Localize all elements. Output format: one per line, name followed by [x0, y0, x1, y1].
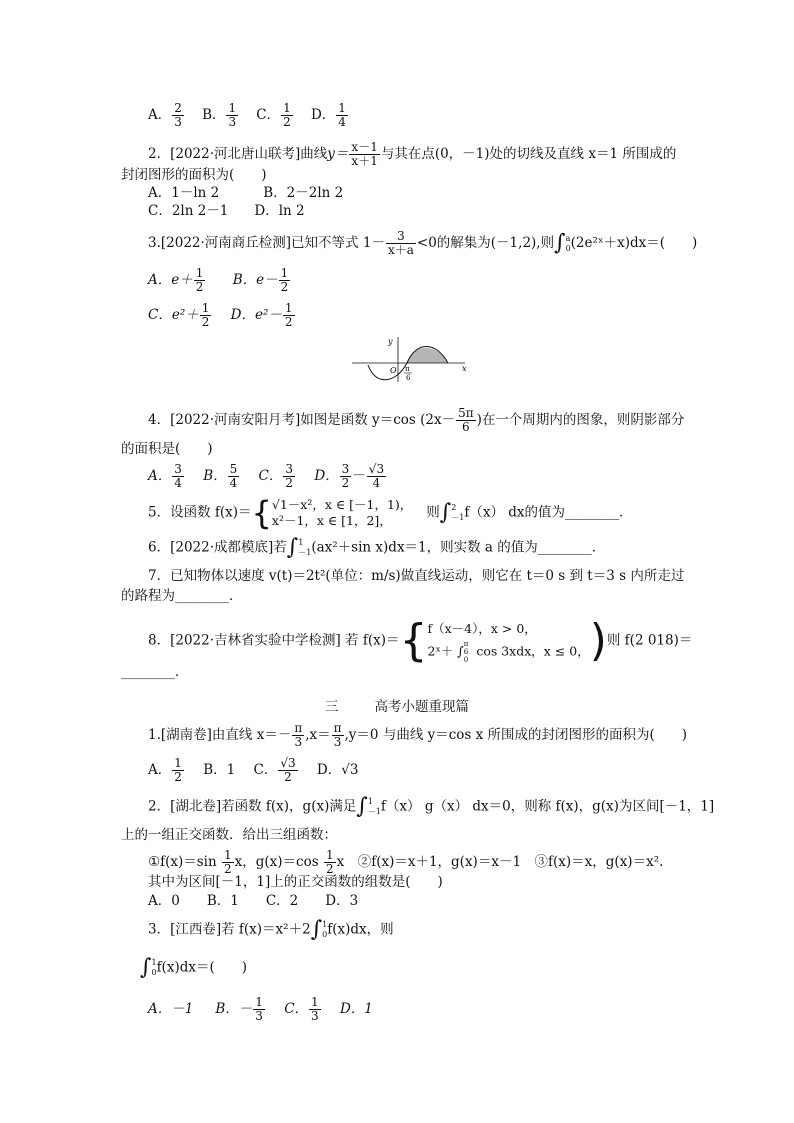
section-number: 三: [325, 699, 339, 715]
r3-stem: 3．[江西卷]若 f(x)＝x²＋2∫ 1 0 f(x)dx，则: [148, 917, 394, 942]
q3-options-row2: C．e²＋ $\frac{1}{2}$ D．e²－ $\frac{1}{2}$: [148, 301, 293, 329]
q8-stem-line2: ________．: [121, 664, 189, 680]
q2-option-c: C．2ln 2－1: [148, 203, 229, 219]
r1-options: A． $\frac{1}{2}$ B．1 C． $\frac{√3}{2}$ D．√3: [148, 756, 359, 784]
q6-stem: 6．[2022·成都模底]若∫ 1 －1 (ax²＋sin x)dx＝1，则实数 a 的值为________．: [148, 535, 606, 560]
q3-option-c: C．e²＋: [148, 307, 199, 323]
integral-sign: ∫: [439, 500, 452, 525]
integral-sign: ∫: [286, 535, 299, 560]
q3-option-b: B．e－: [232, 272, 278, 288]
integral-sign: ∫: [310, 917, 323, 942]
q2-options-row1: [148, 184, 343, 202]
q2-option-a: A．1－ln 2: [148, 185, 220, 201]
q3-option-d: D．e²－: [230, 307, 282, 323]
integral-sign: ∫: [554, 230, 566, 256]
q2-stem-line2: 封闭图形的面积为( ): [121, 167, 267, 183]
integral-sign: ∫: [356, 794, 368, 819]
q2-stem: 2．[2022·河北唐山联考]曲线y＝ $\frac{x-1}{x+1}$ 与其在点(0，－1)处的切线及直线 x＝1 所围成的: [148, 140, 677, 168]
q8-stem: 8．[2022·吉林省实验中学检测] 若 f(x)＝{ f（x－4），x > 0， 2ˣ＋ ∫ π 6 0 cos 3xdx，x ≤ 0， )则 f(2 018)＝: [148, 615, 693, 666]
r2-stem-line4: 其中为区间[－1，1]上的正交函数的组数是( ): [148, 874, 443, 890]
y-axis-label: y: [388, 337, 393, 346]
r3-options: A．－1 B．－ $\frac{1}{3}$ C． $\frac{1}{3}$ D．1: [148, 995, 373, 1023]
q4-options: A． $\frac{3}{4}$ B． $\frac{5}{4}$ C． $\frac{3}{2}$ D． $\frac{3}{2}$ － $\frac{√3}{4}$: [148, 462, 385, 490]
q5-stem: 5．设函数 f(x)＝{ √1－x²，x ∈ [－1，1)， x²－1，x ∈ [1，2]， 则∫ 2 －1 f（x） dx的值为________．: [148, 494, 633, 532]
q7-stem-line2: 的路程为________．: [121, 588, 243, 604]
r2-function-groups: ①f(x)＝sin $\frac{1}{2}$ x，g(x)＝cos $\frac{1}{2}$ x ②f(x)＝x＋1，g(x)＝x－1 ③f(x)＝x，g(x)＝x².: [148, 848, 664, 876]
r2-stem: 2．[湖北卷]若函数 f(x)，g(x)满足∫ 1 －1 f（x） g（x） dx＝0，则称 f(x)，g(x)为区间[－1，1]: [148, 794, 715, 819]
section-heading: [0, 695, 794, 715]
tick-pi-label: π: [405, 365, 410, 373]
q2-options-row2: [148, 202, 305, 220]
x-axis-label: x: [462, 364, 467, 373]
r2-stem-line2: 上的一组正交函数．给出三组函数：: [121, 827, 337, 843]
q3-option-a: A．e＋: [148, 272, 193, 288]
integral-sign: ∫: [140, 955, 152, 980]
q7-stem: 7．已知物体以速度 v(t)＝2t²(单位：m/s)做直线运动，则它在 t＝0 s 到 t＝3 s 内所走过: [148, 568, 685, 584]
section-title: 高考小题重现篇: [374, 699, 469, 715]
r3-stem-line2: ∫ 1 0 f(x)dx＝( ): [140, 955, 247, 980]
prev-question-options: A． $\frac{2}{3}$ B． $\frac{1}{3}$ C． $\frac{1}{2}$ D． $\frac{1}{4}$: [148, 101, 346, 129]
q4-stem-line2: 的面积是( ): [121, 441, 213, 457]
cosine-graph: [350, 335, 470, 385]
q4-stem: 4．[2022·河南安阳月考]如图是函数 y＝cos (2x－ $\frac{5\pi}{6}$ )在一个周期内的图象，则阴影部分: [148, 406, 685, 434]
q2-option-d: D．ln 2: [254, 203, 305, 219]
q3-options-row1: A．e＋ $\frac{1}{2}$ B．e－ $\frac{1}{2}$: [148, 266, 289, 294]
origin-label: O: [390, 366, 397, 375]
q3-stem: 3.[2022·河南商丘检测]已知不等式 1－ $\frac{3}{x+a}$ <0的解集为(－1,2),则∫ a 0 (2e²ˣ＋x)dx＝( ): [148, 229, 698, 257]
tick-6-label: 6: [406, 374, 411, 382]
r1-stem: 1.[湖南卷]由直线 x＝－ $\frac{\pi}{3}$ ,x＝ $\frac{\pi}{3}$ ,y＝0 与曲线 y＝cos x 所围成的封闭图形的面积为( ): [148, 721, 688, 749]
r2-options: A．0 B．1 C．2 D．3: [148, 893, 359, 909]
q2-option-b: B．2－2ln 2: [263, 185, 344, 201]
